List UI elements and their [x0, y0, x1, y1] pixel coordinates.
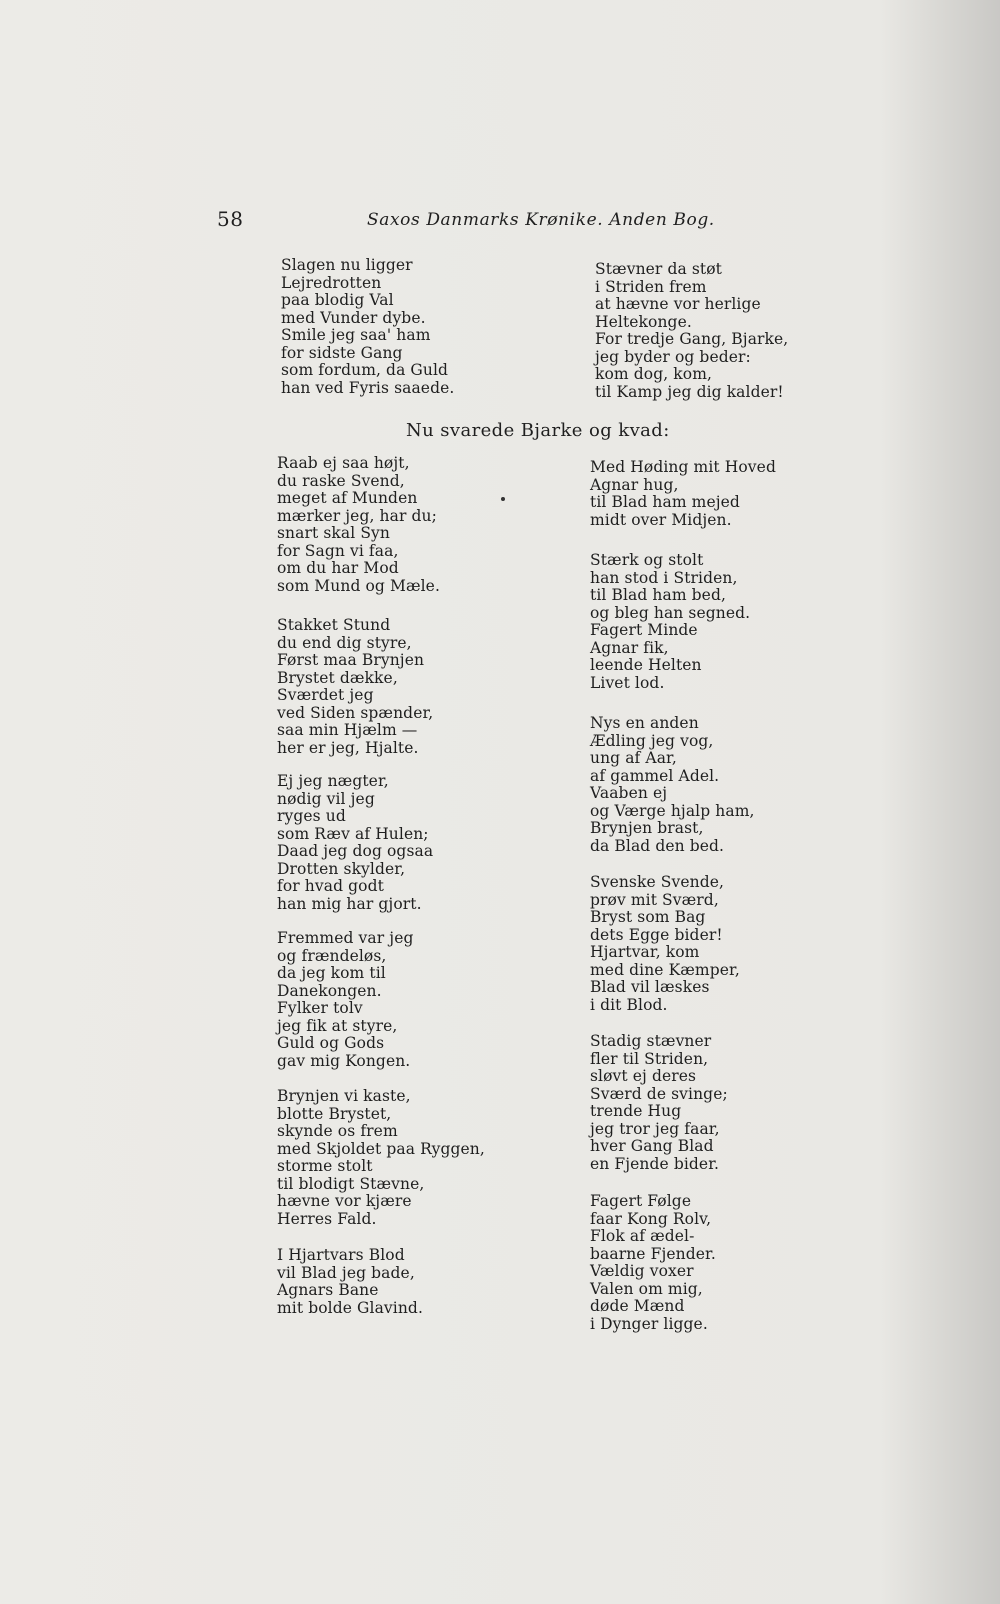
verse-line: prøv mit Sværd,	[590, 890, 719, 909]
stanza	[595, 261, 788, 401]
verse-line: Brynjen brast,	[590, 819, 704, 837]
verse-line: Guld og Gods	[277, 1034, 385, 1052]
verse-line: Slagen nu ligger	[281, 256, 413, 274]
verse-line: da jeg kom til	[277, 964, 386, 982]
verse-line: snart skal Syn	[277, 524, 390, 542]
verse-line: og Værge hjalp ham,	[590, 801, 755, 820]
verse-line: til Blad ham mejed	[590, 493, 740, 511]
verse-line: Drotten skylder,	[277, 859, 406, 878]
stanza	[277, 455, 485, 595]
verse-line: jeg byder og beder:	[595, 347, 751, 366]
verse-line: hver Gang Blad	[590, 1137, 714, 1155]
verse-line: Agnar hug,	[590, 475, 679, 494]
verse-line: gav mig Kongen.	[277, 1051, 411, 1070]
verse-line: Hjartvar, kom	[590, 943, 700, 961]
verse-line: for sidste Gang	[281, 343, 403, 362]
verse-line: Brynjen vi kaste,	[277, 1087, 411, 1105]
verse-line: midt over Midjen.	[590, 510, 732, 529]
verse-line: saa min Hjælm —	[277, 721, 418, 739]
verse-line: Sværd de svinge;	[590, 1084, 728, 1103]
verse-line: med Vunder dybe.	[281, 308, 426, 327]
verse-line: i dit Blod.	[590, 995, 668, 1014]
verse-line: Først maa Brynjen	[277, 651, 425, 669]
top-right-stanza-block	[595, 261, 788, 401]
verse-line: Blad vil læskes	[590, 978, 710, 996]
running-head: Saxos Danmarks Krønike. Anden Bog.	[367, 210, 715, 230]
verse-line: blotte Brystet,	[277, 1104, 392, 1123]
verse-line: døde Mænd	[590, 1297, 685, 1315]
verse-line: med dine Kæmper,	[590, 960, 740, 979]
verse-line: af gammel Adel.	[590, 766, 720, 785]
stanza	[277, 617, 485, 757]
verse-line: til Kamp jeg dig kalder!	[595, 382, 784, 401]
verse-line: mærker jeg, har du;	[277, 506, 437, 525]
verse-line: Ej jeg nægter,	[277, 772, 389, 790]
verse-line: Stakket Stund	[277, 616, 391, 634]
verse-line: hævne vor kjære	[277, 1192, 412, 1210]
verse-line: Stadig stævner	[590, 1032, 712, 1050]
verse-line: Heltekonge.	[595, 312, 692, 331]
verse-line: Vaaben ej	[590, 784, 668, 802]
stanza	[590, 1193, 776, 1333]
verse-line: han ved Fyris saaede.	[281, 378, 455, 397]
verse-line: i Striden frem	[595, 277, 707, 296]
verse-line: Raab ej saa højt,	[277, 454, 410, 472]
stanza	[281, 257, 454, 397]
verse-line: paa blodig Val	[281, 291, 394, 309]
verse-line: dets Egge bider!	[590, 925, 723, 944]
verse-line: for Sagn vi faa,	[277, 541, 399, 560]
verse-line: Stævner da støt	[595, 260, 722, 278]
verse-line: til Blad ham bed,	[590, 586, 727, 604]
verse-line: Livet lod.	[590, 673, 665, 692]
verse-line: en Fjende bider.	[590, 1154, 720, 1173]
verse-line: storme stolt	[277, 1157, 373, 1175]
verse-line: Herres Fald.	[277, 1209, 377, 1228]
verse-line: Agnars Bane	[277, 1281, 379, 1299]
verse-line: og frændeløs,	[277, 946, 387, 965]
verse-line: i Dynger ligge.	[590, 1314, 708, 1333]
narrative-line: Nu svarede Bjarke og kvad:	[406, 420, 670, 441]
stanza	[590, 715, 776, 855]
verse-line: Smile jeg saa' ham	[281, 326, 431, 344]
print-speck	[501, 497, 505, 501]
verse-line: Brystet dække,	[277, 668, 398, 687]
verse-line: og bleg han segned.	[590, 603, 751, 622]
verse-line: skynde os frem	[277, 1122, 398, 1140]
verse-line: du end dig styre,	[277, 633, 412, 652]
verse-line: jeg fik at styre,	[277, 1016, 398, 1035]
verse-line: ung af Aar,	[590, 749, 677, 767]
verse-line: Bryst som Bag	[590, 908, 706, 926]
verse-line: Fylker tolv	[277, 999, 363, 1017]
left-verse-column	[277, 455, 485, 1317]
verse-line: med Skjoldet paa Ryggen,	[277, 1139, 485, 1158]
verse-line: fler til Striden,	[590, 1049, 709, 1068]
verse-line: Danekongen.	[277, 981, 382, 1000]
verse-line: Valen om mig,	[590, 1279, 703, 1298]
verse-line: ved Siden spænder,	[277, 703, 434, 722]
verse-line: for hvad godt	[277, 877, 384, 895]
stanza	[277, 773, 485, 913]
verse-line: til blodigt Stævne,	[277, 1174, 425, 1193]
verse-line: som fordum, da Guld	[281, 361, 449, 379]
verse-line: ryges ud	[277, 807, 346, 825]
verse-line: Lejredrotten	[281, 273, 382, 292]
verse-line: meget af Munden	[277, 489, 418, 507]
verse-line: Fagert Følge	[590, 1192, 692, 1210]
verse-line: vil Blad jeg bade,	[277, 1263, 415, 1282]
stanza	[590, 552, 776, 692]
verse-line: For tredje Gang, Bjarke,	[595, 330, 789, 348]
stanza	[590, 459, 776, 529]
verse-line: sløvt ej deres	[590, 1067, 697, 1085]
verse-line: Agnar fik,	[590, 638, 669, 657]
verse-line: Svenske Svende,	[590, 873, 725, 891]
verse-line: da Blad den bed.	[590, 836, 725, 855]
verse-line: om du har Mod	[277, 559, 399, 577]
verse-line: jeg tror jeg faar,	[590, 1119, 720, 1138]
verse-line: Fagert Minde	[590, 621, 698, 639]
verse-line: trende Hug	[590, 1102, 682, 1120]
verse-line: Med Høding mit Hoved	[590, 458, 776, 476]
verse-line: I Hjartvars Blod	[277, 1246, 405, 1264]
verse-line: Vældig voxer	[590, 1262, 694, 1280]
verse-line: nødig vil jeg	[277, 789, 375, 808]
stanza	[590, 874, 776, 1014]
verse-line: han stod i Striden,	[590, 568, 738, 587]
verse-line: her er jeg, Hjalte.	[277, 738, 419, 757]
verse-line: Sværdet jeg	[277, 686, 374, 704]
verse-line: du raske Svend,	[277, 471, 405, 490]
verse-line: Stærk og stolt	[590, 551, 704, 569]
page-number: 58	[217, 207, 244, 231]
verse-line: Ædling jeg vog,	[590, 731, 714, 750]
verse-line: som Mund og Mæle.	[277, 576, 440, 595]
stanza	[277, 930, 485, 1070]
verse-line: baarne Fjender.	[590, 1244, 716, 1263]
verse-line: mit bolde Glavind.	[277, 1298, 423, 1317]
verse-line: kom dog, kom,	[595, 365, 713, 383]
verse-line: som Ræv af Hulen;	[277, 824, 429, 843]
stanza	[277, 1247, 485, 1317]
verse-line: Flok af ædel-	[590, 1227, 695, 1245]
top-left-stanza-block	[281, 257, 454, 397]
stanza	[277, 1088, 485, 1228]
stanza	[590, 1033, 776, 1173]
verse-line: han mig har gjort.	[277, 894, 422, 913]
verse-line: Nys en anden	[590, 714, 699, 732]
verse-line: leende Helten	[590, 656, 702, 674]
verse-line: Daad jeg dog ogsaa	[277, 842, 434, 860]
verse-line: at hævne vor herlige	[595, 295, 761, 313]
right-verse-column	[590, 459, 776, 1333]
verse-line: faar Kong Rolv,	[590, 1209, 712, 1228]
verse-line: Fremmed var jeg	[277, 929, 414, 947]
